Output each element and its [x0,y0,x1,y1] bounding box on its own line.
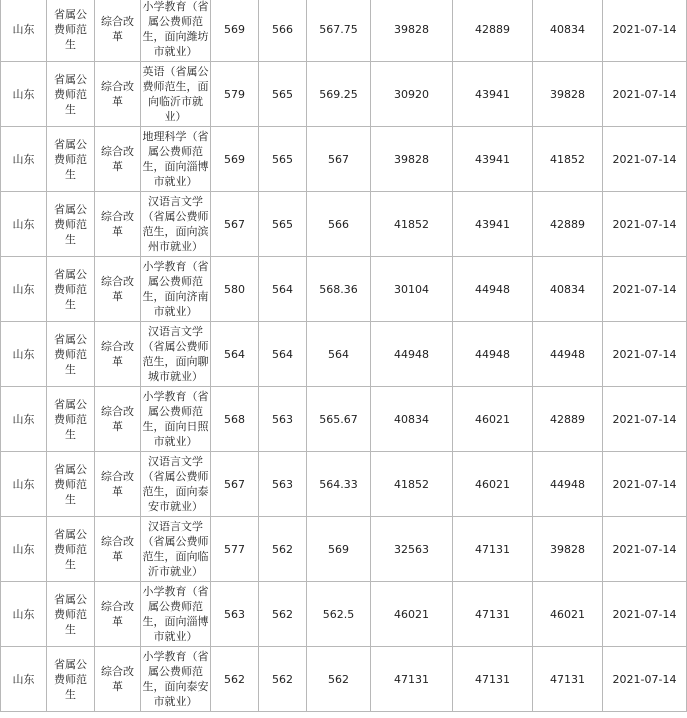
min-score-cell: 564 [259,257,307,322]
admission-type-cell: 省属公费师范生 [47,257,95,322]
min-rank-cell: 42889 [453,0,533,62]
table-row [1,62,687,127]
table-row [1,322,687,387]
table-row [1,647,687,712]
major-cell: 英语（省属公费师范生，面向临沂市就业） [141,62,211,127]
max-rank-cell: 30104 [371,257,453,322]
batch-cell: 综合改革 [95,0,141,62]
avg-score-cell: 565.67 [307,387,371,452]
min-rank-cell: 43941 [453,62,533,127]
batch-cell: 综合改革 [95,62,141,127]
avg-rank-cell: 42889 [533,387,603,452]
province-cell: 山东 [1,452,47,517]
avg-score-cell: 569.25 [307,62,371,127]
major-cell: 地理科学（省属公费师范生，面向淄博市就业） [141,127,211,192]
batch-cell: 综合改革 [95,452,141,517]
avg-rank-cell: 44948 [533,452,603,517]
province-cell: 山东 [1,0,47,62]
province-cell: 山东 [1,517,47,582]
min-rank-cell: 44948 [453,257,533,322]
min-rank-cell: 47131 [453,647,533,712]
min-rank-cell: 44948 [453,322,533,387]
avg-rank-cell: 41852 [533,127,603,192]
max-score-cell: 568 [211,387,259,452]
batch-cell: 综合改革 [95,257,141,322]
min-score-cell: 563 [259,387,307,452]
date-cell: 2021-07-14 [603,0,687,62]
batch-cell: 综合改革 [95,192,141,257]
date-cell: 2021-07-14 [603,582,687,647]
date-cell: 2021-07-14 [603,192,687,257]
avg-score-cell: 568.36 [307,257,371,322]
date-cell: 2021-07-14 [603,127,687,192]
min-rank-cell: 46021 [453,452,533,517]
min-rank-cell: 47131 [453,582,533,647]
date-cell: 2021-07-14 [603,647,687,712]
table-row [1,192,687,257]
province-cell: 山东 [1,127,47,192]
table-row [1,387,687,452]
admission-type-cell: 省属公费师范生 [47,387,95,452]
major-cell: 汉语言文学（省属公费师范生，面向临沂市就业） [141,517,211,582]
batch-cell: 综合改革 [95,387,141,452]
table-row [1,127,687,192]
date-cell: 2021-07-14 [603,257,687,322]
province-cell: 山东 [1,257,47,322]
avg-rank-cell: 46021 [533,582,603,647]
admission-type-cell: 省属公费师范生 [47,192,95,257]
avg-score-cell: 567 [307,127,371,192]
avg-rank-cell: 40834 [533,257,603,322]
min-rank-cell: 47131 [453,517,533,582]
avg-score-cell: 567.75 [307,0,371,62]
major-cell: 小学教育（省属公费师范生，面向泰安市就业） [141,647,211,712]
avg-score-cell: 562.5 [307,582,371,647]
max-rank-cell: 46021 [371,582,453,647]
date-cell: 2021-07-14 [603,387,687,452]
avg-score-cell: 566 [307,192,371,257]
avg-rank-cell: 40834 [533,0,603,62]
admission-type-cell: 省属公费师范生 [47,322,95,387]
batch-cell: 综合改革 [95,647,141,712]
max-score-cell: 579 [211,62,259,127]
table-row [1,452,687,517]
min-score-cell: 565 [259,127,307,192]
table-row [1,582,687,647]
min-rank-cell: 43941 [453,127,533,192]
date-cell: 2021-07-14 [603,517,687,582]
major-cell: 小学教育（省属公费师范生，面向潍坊市就业） [141,0,211,62]
avg-score-cell: 569 [307,517,371,582]
date-cell: 2021-07-14 [603,452,687,517]
max-score-cell: 569 [211,127,259,192]
province-cell: 山东 [1,387,47,452]
max-score-cell: 563 [211,582,259,647]
table-body [1,0,687,712]
avg-score-cell: 564.33 [307,452,371,517]
batch-cell: 综合改革 [95,582,141,647]
min-score-cell: 564 [259,322,307,387]
max-rank-cell: 39828 [371,0,453,62]
max-score-cell: 564 [211,322,259,387]
major-cell: 汉语言文学（省属公费师范生，面向滨州市就业） [141,192,211,257]
avg-rank-cell: 42889 [533,192,603,257]
max-rank-cell: 41852 [371,192,453,257]
max-rank-cell: 41852 [371,452,453,517]
province-cell: 山东 [1,647,47,712]
max-score-cell: 567 [211,452,259,517]
max-score-cell: 569 [211,0,259,62]
admission-type-cell: 省属公费师范生 [47,647,95,712]
min-score-cell: 562 [259,647,307,712]
avg-score-cell: 564 [307,322,371,387]
province-cell: 山东 [1,192,47,257]
avg-score-cell: 562 [307,647,371,712]
avg-rank-cell: 47131 [533,647,603,712]
major-cell: 汉语言文学（省属公费师范生，面向泰安市就业） [141,452,211,517]
date-cell: 2021-07-14 [603,322,687,387]
date-cell: 2021-07-14 [603,62,687,127]
batch-cell: 综合改革 [95,322,141,387]
major-cell: 小学教育（省属公费师范生，面向济南市就业） [141,257,211,322]
min-score-cell: 566 [259,0,307,62]
admission-type-cell: 省属公费师范生 [47,127,95,192]
admission-type-cell: 省属公费师范生 [47,0,95,62]
min-score-cell: 562 [259,517,307,582]
province-cell: 山东 [1,62,47,127]
major-cell: 汉语言文学（省属公费师范生，面向聊城市就业） [141,322,211,387]
table-row [1,0,687,62]
max-score-cell: 562 [211,647,259,712]
table-row [1,517,687,582]
max-rank-cell: 32563 [371,517,453,582]
avg-rank-cell: 39828 [533,517,603,582]
major-cell: 小学教育（省属公费师范生，面向淄博市就业） [141,582,211,647]
max-rank-cell: 40834 [371,387,453,452]
min-score-cell: 563 [259,452,307,517]
avg-rank-cell: 44948 [533,322,603,387]
admission-type-cell: 省属公费师范生 [47,582,95,647]
admission-type-cell: 省属公费师范生 [47,517,95,582]
admission-type-cell: 省属公费师范生 [47,452,95,517]
min-score-cell: 562 [259,582,307,647]
batch-cell: 综合改革 [95,517,141,582]
max-rank-cell: 44948 [371,322,453,387]
avg-rank-cell: 39828 [533,62,603,127]
min-rank-cell: 46021 [453,387,533,452]
admission-type-cell: 省属公费师范生 [47,62,95,127]
max-rank-cell: 47131 [371,647,453,712]
min-rank-cell: 43941 [453,192,533,257]
major-cell: 小学教育（省属公费师范生，面向日照市就业） [141,387,211,452]
max-score-cell: 567 [211,192,259,257]
batch-cell: 综合改革 [95,127,141,192]
max-score-cell: 580 [211,257,259,322]
max-rank-cell: 30920 [371,62,453,127]
max-rank-cell: 39828 [371,127,453,192]
province-cell: 山东 [1,322,47,387]
max-score-cell: 577 [211,517,259,582]
table-row [1,257,687,322]
province-cell: 山东 [1,582,47,647]
min-score-cell: 565 [259,62,307,127]
min-score-cell: 565 [259,192,307,257]
